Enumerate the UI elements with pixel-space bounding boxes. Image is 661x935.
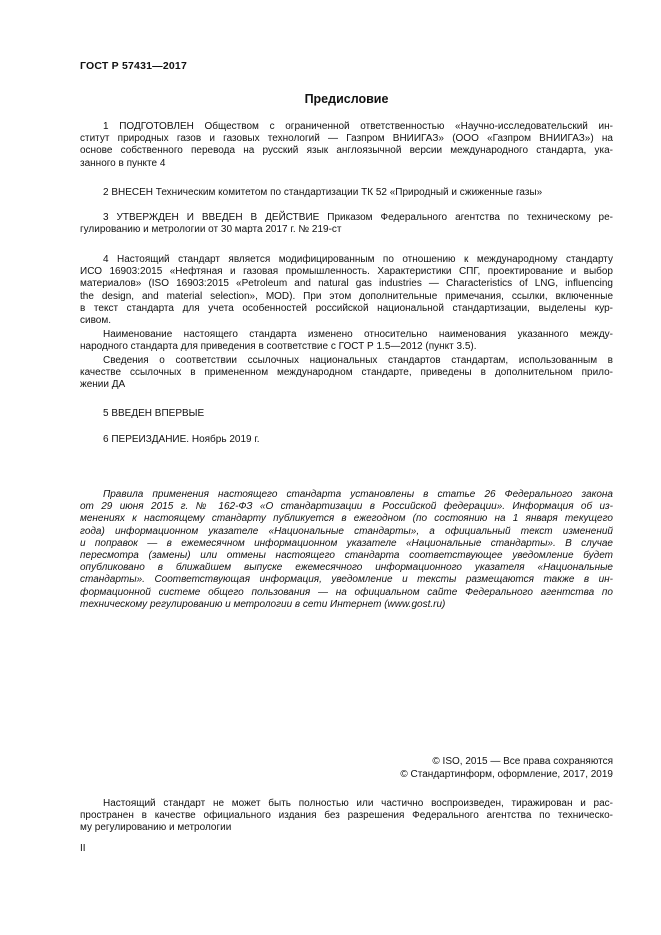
text-line: 4 Настоящий стандарт является модифицированным по отношению к международному стандарту: [103, 254, 613, 265]
text-line: Правила применения настоящего стандарта установлены в статье 26 Федерального закона: [103, 489, 613, 500]
text-line: года) информационном указателе «Национальные стандарты», а официальный текст изменений: [80, 525, 613, 537]
preface-item-2: [80, 187, 613, 199]
text-line: 2 ВНЕСЕН Техническим комитетом по стандартизации ТК 52 «Природный и сжиженные газы»: [103, 187, 543, 198]
text-line: основе собственного перевода на русский язык англоязычной версии международного стандарта, ука-: [80, 145, 613, 157]
standard-application-notice: [80, 489, 613, 611]
preface-item-4-name-change: [80, 329, 613, 353]
preface-item-5: [80, 408, 613, 420]
text-line: техническому регулированию и метрологии в сети Интернет (www.gost.ru): [80, 598, 446, 610]
text-line: пересмотра (замены) или отмены настоящего стандарта соответствующее уведомление будет: [80, 550, 613, 562]
text-line: 5 ВВЕДЕН ВПЕРВЫЕ: [103, 408, 205, 419]
text-line: качестве ссылочных в примененном международном стандарте, приведены в дополнительном прило-: [80, 367, 613, 379]
preface-item-1: [80, 121, 613, 170]
text-line: от 29 июня 2015 г. № 162-ФЗ «О стандартизации в Российской федерации». Информация об из-: [80, 501, 613, 513]
text-line: гулированию и метрологии от 30 марта 2017 г. № 219-ст: [80, 224, 342, 236]
text-line: занного в пункте 4: [80, 157, 166, 169]
text-line: народного стандарта для приведения в соответствие с ГОСТ Р 1.5—2012 (пункт 3.5).: [80, 341, 477, 353]
reproduction-restriction: [80, 798, 613, 835]
text-line: ститут природных газов и газовых технологий — Газпром ВНИИГАЗ» (ООО «Газпром ВНИИГАЗ») на: [80, 133, 613, 145]
text-line: пространен в качестве официального издания без разрешения Федерального агентства по техническо-: [80, 810, 613, 822]
page-title: Предисловие: [304, 92, 389, 106]
text-line: 3 УТВЕРЖДЕН И ВВЕДЕН В ДЕЙСТВИЕ Приказом Федерального агентства по техническому ре-: [103, 212, 613, 223]
text-line: Сведения о соответствии ссылочных национальных стандартов стандартам, использованным в: [103, 355, 613, 366]
copyright-iso: © ISO, 2015 — Все права сохраняются: [432, 756, 613, 767]
text-line: Наименование настоящего стандарта изменено относительно наименования указанного между-: [103, 329, 613, 340]
text-line: опубликовано в ближайшем выпуске ежемесячного информационного указателя «Национальные: [80, 562, 613, 574]
preface-item-6: [80, 434, 613, 446]
text-line: ИСО 16903:2015 «Нефтяная и газовая промышленность. Характеристики СПГ, проектирование и выбор: [80, 266, 613, 278]
text-line: Настоящий стандарт не может быть полностью или частично воспроизведен, тиражирован и рас-: [103, 798, 613, 809]
text-line: сивом.: [80, 315, 112, 327]
page-number: II: [80, 843, 86, 854]
text-line: в текст стандарта для учета особенностей российской национальной стандартизации, выделены кур-: [80, 302, 613, 314]
preface-item-3: [80, 212, 613, 236]
text-line: материалов» (ISO 16903:2015 «Petroleum and natural gas industries — Characteristics of LNG, influencing: [80, 278, 613, 290]
text-line: жении ДА: [80, 379, 126, 391]
text-line: 1 ПОДГОТОВЛЕН Обществом с ограниченной ответственностью «Научно-исследовательский ин-: [103, 121, 613, 132]
document-page: [80, 0, 613, 935]
preface-item-4-references: [80, 355, 613, 392]
text-line: стандарты». Соответствующая информация, уведомление и тексты размещаются также в ин-: [80, 574, 613, 586]
text-line: менениях к настоящему стандарту публикуется в ежегодном (по состоянию на 1 января текущего: [80, 513, 613, 525]
preface-item-4: [80, 254, 613, 327]
copyright-block: [80, 756, 613, 781]
text-line: му регулированию и метрологии: [80, 822, 232, 834]
copyright-standartinform: © Стандартинформ, оформление, 2017, 2019: [400, 768, 613, 780]
document-code: ГОСТ Р 57431—2017: [80, 60, 188, 72]
text-line: формационной системе общего пользования — на официальном сайте Федерального агентства по: [80, 586, 613, 598]
text-line: и поправок — в ежемесячном информационном указателе «Национальные стандарты». В случае: [80, 537, 613, 549]
text-line: the design, and material selection», MOD). При этом дополнительные примечания, ссылки, включенные: [80, 290, 613, 302]
text-line: 6 ПЕРЕИЗДАНИЕ. Ноябрь 2019 г.: [103, 434, 260, 445]
